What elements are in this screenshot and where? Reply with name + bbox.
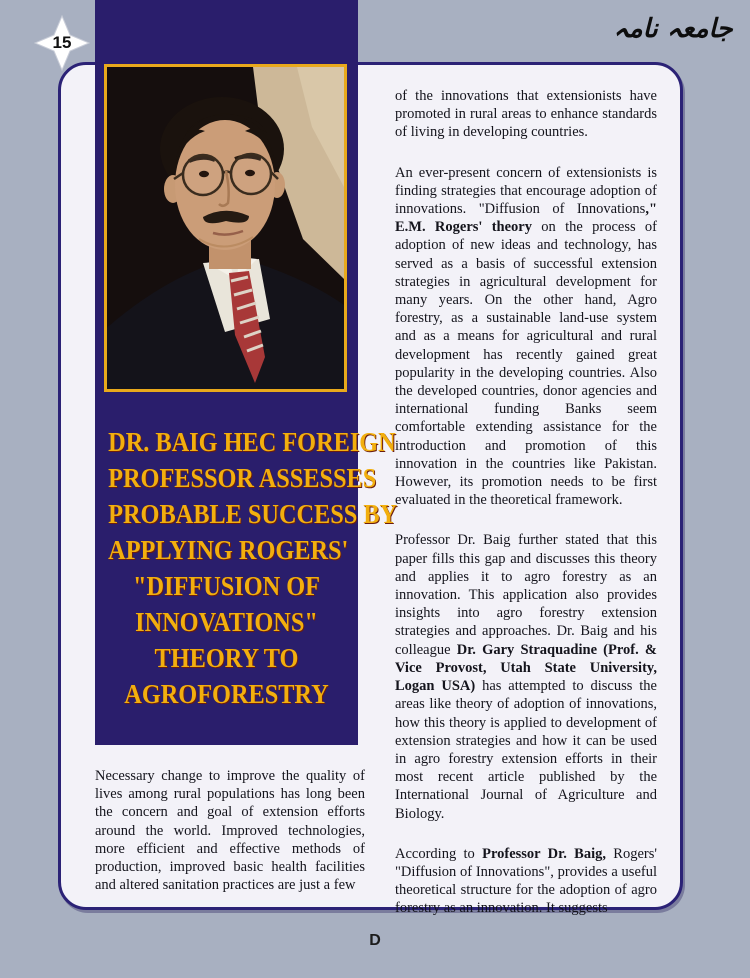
portrait-photo — [104, 64, 347, 392]
headline-line: INNOVATIONS" — [135, 607, 318, 637]
body-paragraph: An ever-present concern of extensionists is finding strategies that encourage adoption of innovations. "Diffusion of Innovations," E.M. Rogers' theory on the process of adoption of new ideas and technology, has served as a basis of successful extension strategies in agricultural development for many years. On the other hand, Agro forestry, as a sustainable land-use system and as a means for agricultural and rural development has recently gained great popularity in the developing countries. Also the developed countries, donor agencies and international funding Banks seem comfortable extending assistance for the introduction and promotion of this innovation in the countries like Pakistan. However, its promotion needs to be first evaluated in the theoretical framework. — [395, 164, 657, 509]
headline-line: DR. BAIG HEC FOREIGN — [108, 427, 396, 457]
masthead-calligraphy: جامعہ نامہ — [613, 14, 733, 44]
left-column-paragraph: Necessary change to improve the quality of lives among rural populations has long been the concern and goal of extension efforts around the world. Improved technologies, more efficient and effective methods of production, improved basic health facilities and altered sanitation practices are just a few — [95, 768, 365, 894]
headline-line: THEORY TO — [154, 643, 299, 673]
headline-line: AGROFORESTRY — [124, 679, 329, 709]
body-paragraph: Professor Dr. Baig further stated that this paper fills this gap and discusses this theory and applies it to agro forestry as an innovation. This application also provides insights into agro forestry extension strategies and approaches. Dr. Baig and his colleague Dr. Gary Straquadine (Prof. & Vice Provost, Utah State University, Logan USA) has attempted to discuss the areas like theory of adoption of innovations, how this theory is applied to development of extension strategies and how it can be used in agro forestry extension efforts in their most recent article published by the International Journal of Agriculture and Biology. — [395, 532, 657, 822]
body-paragraph: of the innovations that extensionists have promoted in rural areas to enhance standards of living in developing countries. — [395, 88, 657, 141]
portrait-illustration — [107, 67, 344, 389]
headline-line: "DIFFUSION OF — [133, 571, 320, 601]
footer-section-mark: D — [369, 932, 381, 949]
headline-line: PROFESSOR ASSESSES — [108, 463, 377, 493]
body-paragraph: According to Professor Dr. Baig, Rogers' "Diffusion of Innovations", provides a useful theoretical structure for the adoption of agro forestry as an innovation. It suggests — [395, 845, 657, 917]
right-text-column — [395, 87, 657, 940]
page-number-badge — [34, 15, 90, 71]
page-number: 15 — [52, 33, 72, 52]
feature-panel — [95, 0, 398, 745]
headline-line: PROBABLE SUCCESS BY — [108, 499, 398, 529]
headline — [95, 424, 398, 712]
headline-line: APPLYING ROGERS' — [108, 535, 349, 565]
